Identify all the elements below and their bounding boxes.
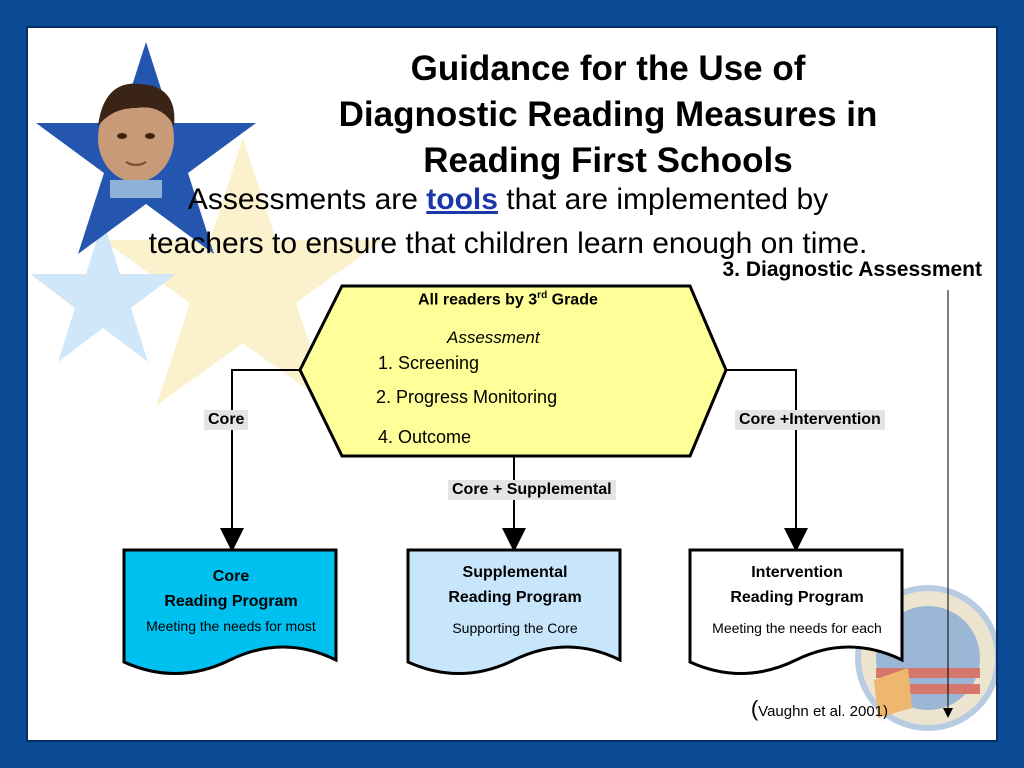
citation [751,696,888,722]
core-program-note: Meeting the needs for most [146,618,316,634]
tools-link[interactable]: tools [426,183,498,216]
slide [26,26,998,742]
outcome-item: 4. Outcome [378,427,472,447]
intervention-program-note: Meeting the needs for each [712,620,882,636]
citation-text: Vaughn et al. 2001) [758,703,888,720]
branch-label-core: Core [204,410,248,430]
progress-monitoring-item: 2. Progress Monitoring [376,387,558,407]
title-line-1: Guidance for the Use of [410,49,806,88]
connector-left [232,370,300,548]
branch-label-core-supplemental: Core + Supplemental [448,480,616,500]
hexagon-heading-text: All readers by 3 [418,291,538,309]
hexagon-heading-sup: rd [537,290,548,301]
intervention-program-subtitle: Reading Program [730,589,864,606]
supplemental-program-title [410,560,620,610]
title-line-2: Diagnostic Reading Measures in [338,95,878,134]
supplemental-program-subtitle: Reading Program [448,589,582,606]
connector-right [726,370,796,548]
diagnostic-assessment-label: 3. Diagnostic Assessment [722,258,982,281]
subtitle-line-2: teachers to ensure that children learn enough on time. [148,227,868,260]
branch-label-core-intervention: Core +Intervention [735,410,885,430]
intervention-program-title [692,560,902,610]
core-program-subtitle: Reading Program [164,593,298,610]
assessment-hexagon [300,286,726,456]
title-line-3: Reading First Schools [423,141,793,180]
intervention-program-title-line: Intervention [751,564,843,581]
hexagon-heading [418,290,598,309]
hexagon-heading-tail: Grade [547,291,598,309]
citation-paren: ( [750,696,759,721]
supplemental-program-note: Supporting the Core [452,620,578,636]
core-program-title [126,564,336,614]
subtitle-after: that are implemented by [497,183,829,216]
supplemental-program-title-line: Supplemental [462,564,568,581]
core-program-title-line: Core [212,568,250,585]
assessment-label: Assessment [447,328,540,347]
screening-item: 1. Screening [378,353,480,373]
subtitle-before: Assessments are [187,183,427,216]
